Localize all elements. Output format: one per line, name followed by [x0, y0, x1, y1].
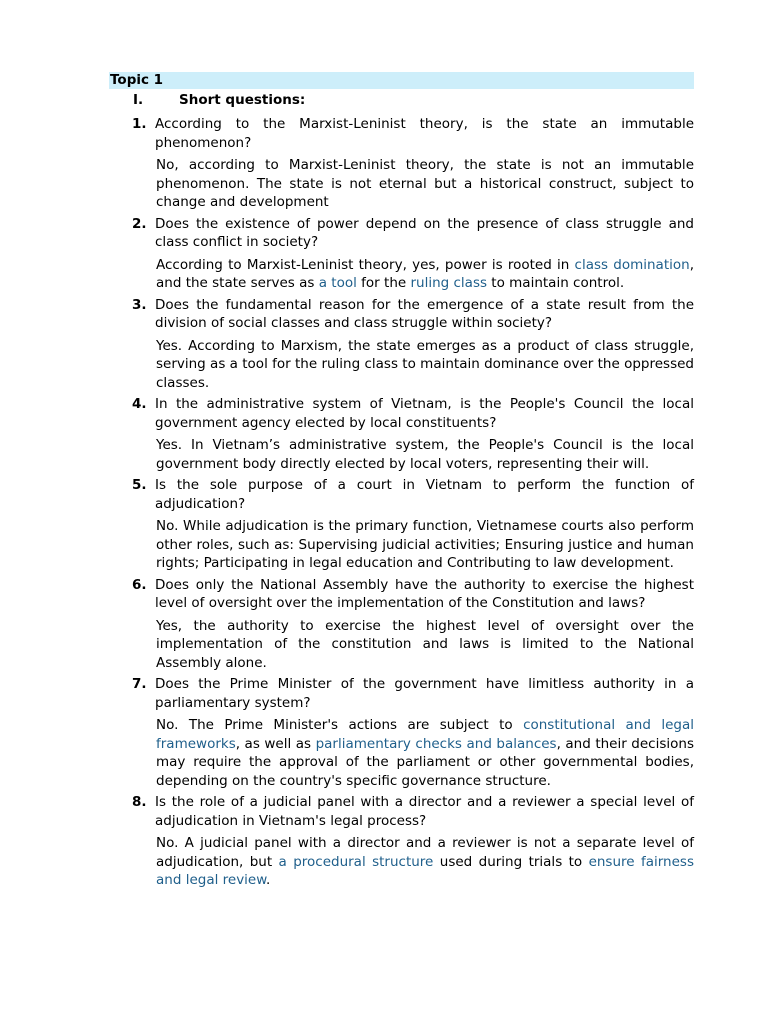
topic-heading: Topic 1	[109, 72, 694, 89]
question-number: 4.	[132, 396, 147, 412]
question-item-5	[109, 476, 694, 573]
answer-segment: No. The Prime Minister's actions are subject to	[156, 717, 524, 733]
answer-segment: No. A judicial panel with a director and a reviewer is not a separate level of adjudication, but	[156, 835, 694, 870]
section-heading	[109, 89, 694, 112]
answer-segment: Yes. According to Marxism, the state emerges as a product of class struggle, serving as a tool for the ruling class to maintain dominance over the oppressed classes.	[156, 337, 694, 391]
answer-segment: Yes. In Vietnam’s administrative system, the People's Council is the local government body directly elected by local voters, representing their will.	[156, 437, 694, 472]
question-number: 2.	[132, 215, 147, 232]
question-text: In the administrative system of Vietnam, is the People's Council the local government agency elected by local constituents?	[155, 396, 694, 431]
answer-text	[156, 256, 694, 293]
highlighted-phrase: constitutional and legal frameworks	[156, 717, 694, 752]
highlighted-phrase: class domination	[574, 256, 690, 273]
highlighted-phrase: parliamentary checks and balances	[315, 735, 557, 752]
question-text: Is the sole purpose of a court in Vietnam to perform the function of adjudication?	[155, 477, 694, 512]
section-title: Short questions:	[179, 92, 306, 108]
document-page	[109, 72, 694, 890]
answer-text	[156, 716, 694, 790]
answer-segment: No, according to Marxist-Leninist theory, the state is not an immutable phenomenon. The state is not eternal but a historical construct, subject to change and development	[156, 157, 694, 210]
question-item-3	[109, 296, 694, 393]
question-item-2	[109, 215, 694, 293]
highlighted-phrase: a tool	[318, 275, 357, 291]
highlighted-phrase: ruling class	[410, 275, 488, 291]
answer-segment: used during trials to	[433, 853, 589, 870]
question-item-1	[109, 115, 694, 212]
question-number: 6.	[132, 576, 147, 593]
question-text: Does the existence of power depend on the presence of class struggle and class conflict in society?	[155, 215, 694, 250]
answer-segment: , and their decisions may require the approval of the parliament or other governmental bodies, depending on the country's specific governance structure.	[156, 735, 694, 789]
answer-text	[156, 156, 694, 212]
answer-text	[156, 337, 694, 393]
question-number: 7.	[132, 676, 147, 692]
question-item-6	[109, 576, 694, 673]
answer-segment: .	[266, 872, 271, 888]
answer-text	[156, 617, 694, 673]
question-number: 5.	[132, 477, 147, 493]
highlighted-phrase: a procedural structure	[278, 853, 434, 870]
answer-segment: , and the state serves as	[156, 256, 694, 291]
section-number: I.	[133, 92, 144, 108]
answer-segment: to maintain control.	[487, 275, 625, 291]
question-number: 1.	[132, 116, 147, 132]
answer-segment: No. While adjudication is the primary function, Vietnamese courts also perform other roles, such as: Supervising judicial activities; Ensuring justice and human rights; Participating in legal education and Contributing to law development.	[156, 518, 694, 571]
question-item-7	[109, 675, 694, 790]
question-item-8	[109, 793, 694, 890]
question-number: 8.	[132, 794, 147, 810]
question-item-4	[109, 395, 694, 473]
answer-text	[156, 517, 694, 573]
answer-segment: for the	[356, 275, 411, 291]
answer-segment: Yes, the authority to exercise the highest level of oversight over the implementation of the constitution and laws is limited to the National Assembly alone.	[156, 617, 694, 671]
answer-text	[156, 834, 694, 890]
question-text: According to the Marxist-Leninist theory, is the state an immutable phenomenon?	[155, 116, 694, 151]
question-text: Does the fundamental reason for the emergence of a state result from the division of social classes and class struggle within society?	[155, 296, 694, 331]
question-text: Is the role of a judicial panel with a director and a reviewer a special level of adjudication in Vietnam's legal process?	[155, 794, 694, 829]
highlighted-phrase: ensure fairness and legal review	[156, 853, 694, 888]
question-text: Does only the National Assembly have the authority to exercise the highest level of oversight over the implementation of the Constitution and laws?	[155, 576, 694, 611]
question-number: 3.	[132, 296, 147, 313]
answer-segment: According to Marxist-Leninist theory, yes, power is rooted in	[156, 256, 575, 273]
answer-text	[156, 436, 694, 473]
question-text: Does the Prime Minister of the government have limitless authority in a parliamentary system?	[155, 676, 694, 711]
answer-segment: , as well as	[235, 735, 316, 752]
